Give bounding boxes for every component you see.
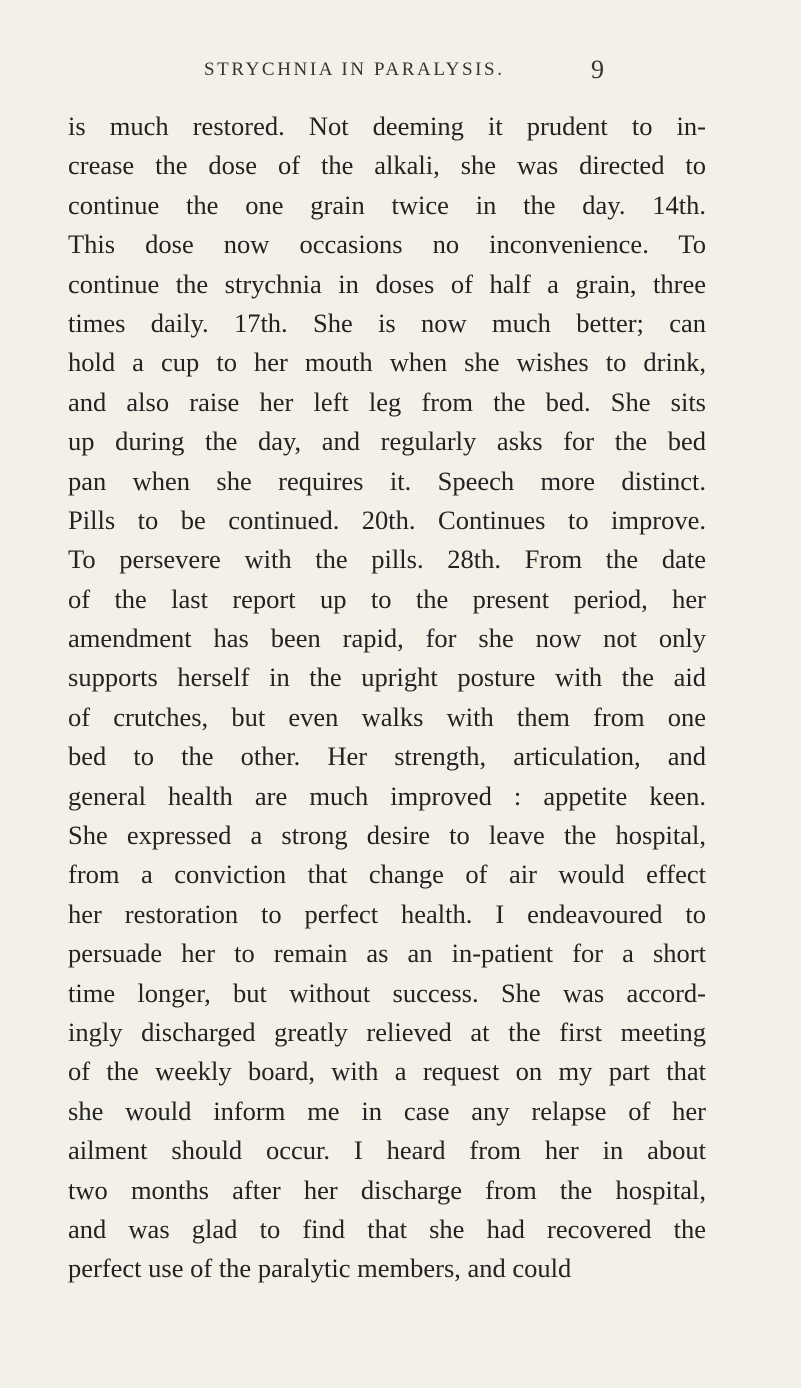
text-line: two months after her discharge from the hospital, <box>68 1174 706 1205</box>
text-line: up during the day, and regularly asks for the bed <box>68 426 706 457</box>
text-line: time longer, but without success. She was accord- <box>68 977 706 1008</box>
text-line: her restoration to perfect health. I endeavoured to <box>68 898 706 929</box>
text-line: is much restored. Not deeming it prudent to in- <box>68 111 706 141</box>
text-line: She expressed a strong desire to leave the hospital, <box>68 820 706 851</box>
text-line: continue the strychnia in doses of half a grain, three <box>68 268 706 299</box>
text-line: and also raise her left leg from the bed. She sits <box>68 386 706 417</box>
text-line: hold a cup to her mouth when she wishes to drink, <box>68 347 706 378</box>
text-line: continue the one grain twice in the day. 14th. <box>68 189 706 220</box>
text-line: perfect use of the paralytic members, and could <box>68 1253 572 1284</box>
text-line: general health are much improved : appetite keen. <box>68 780 706 811</box>
text-line: bed to the other. Her strength, articulation, and <box>68 741 706 772</box>
text-line: of crutches, but even walks with them from one <box>68 701 706 732</box>
text-line: supports herself in the upright posture with the aid <box>68 662 706 693</box>
text-line: times daily. 17th. She is now much better; can <box>68 307 706 338</box>
page-number: 9 <box>591 55 604 84</box>
text-line: crease the dose of the alkali, she was directed to <box>68 150 706 181</box>
text-line: of the last report up to the present period, her <box>68 583 706 614</box>
text-line: Pills to be continued. 20th. Continues to improve. <box>68 504 706 535</box>
text-line: To persevere with the pills. 28th. From the date <box>68 544 706 575</box>
text-line: ailment should occur. I heard from her in about <box>68 1135 706 1166</box>
text-line: pan when she requires it. Speech more distinct. <box>68 465 706 496</box>
text-line: and was glad to find that she had recovered the <box>68 1213 706 1244</box>
text-line: This dose now occasions no inconvenience. To <box>68 229 706 260</box>
text-line: ingly discharged greatly relieved at the first meeting <box>68 1016 706 1047</box>
text-line: from a conviction that change of air would effect <box>68 859 706 890</box>
text-line: amendment has been rapid, for she now not only <box>68 623 706 654</box>
text-line: persuade her to remain as an in-patient for a short <box>68 938 706 969</box>
text-line: she would inform me in case any relapse of her <box>68 1095 706 1126</box>
running-head: STRYCHNIA IN PARALYSIS. <box>204 59 505 80</box>
body-text <box>68 107 706 1289</box>
text-line: of the weekly board, with a request on my part that <box>68 1056 706 1087</box>
